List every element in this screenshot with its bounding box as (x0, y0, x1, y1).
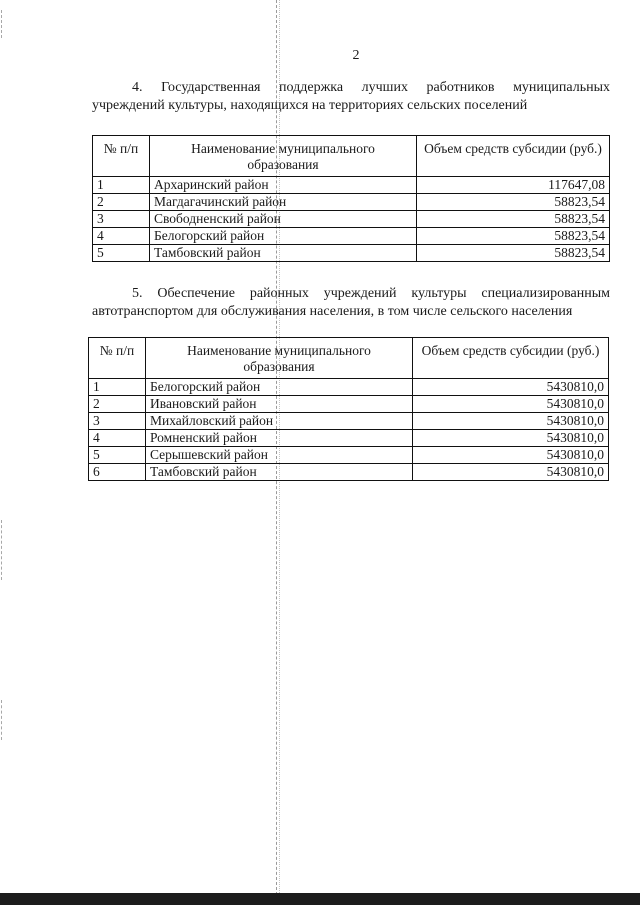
subsidy-amount: 5430810,0 (413, 447, 609, 464)
row-number: 4 (89, 430, 146, 447)
municipality-name: Михайловский район (146, 413, 413, 430)
subsidy-amount: 5430810,0 (413, 379, 609, 396)
table-row (93, 245, 610, 262)
municipality-name: Тамбовский район (146, 464, 413, 481)
table-row (89, 379, 609, 396)
subsidy-amount: 5430810,0 (413, 413, 609, 430)
scan-margin-mark (1, 520, 2, 580)
subsidy-amount: 58823,54 (417, 211, 610, 228)
subsidy-amount: 58823,54 (417, 194, 610, 211)
municipality-name: Белогорский район (146, 379, 413, 396)
section-5-table (88, 337, 609, 481)
row-number: 5 (89, 447, 146, 464)
subsidy-amount: 58823,54 (417, 245, 610, 262)
municipality-name: Серышевский район (146, 447, 413, 464)
subsidy-amount: 5430810,0 (413, 464, 609, 481)
column-header-number: № п/п (89, 338, 146, 379)
row-number: 1 (93, 177, 150, 194)
subsidy-amount: 117647,08 (417, 177, 610, 194)
row-number: 2 (93, 194, 150, 211)
table-row (93, 211, 610, 228)
municipality-name: Ромненский район (146, 430, 413, 447)
municipality-name: Магдагачинский район (150, 194, 417, 211)
table-row (89, 447, 609, 464)
table-header-row (93, 136, 610, 177)
section-4-table (92, 135, 610, 262)
page-number: 2 (352, 48, 360, 63)
scan-bottom-edge (0, 893, 640, 905)
table-header-row (89, 338, 609, 379)
subsidy-amount: 58823,54 (417, 228, 610, 245)
row-number: 6 (89, 464, 146, 481)
table-row (89, 464, 609, 481)
column-header-municipality: Наименование муниципального образования (146, 338, 413, 379)
row-number: 5 (93, 245, 150, 262)
row-number: 1 (89, 379, 146, 396)
municipality-name: Свободненский район (150, 211, 417, 228)
subsidy-amount: 5430810,0 (413, 396, 609, 413)
section-4-heading: 4. Государственная поддержка лучших работников муниципальных учреждений культуры, находящихся на территориях сельских поселений (92, 80, 610, 113)
table-row (93, 177, 610, 194)
scan-margin-mark (1, 700, 2, 740)
column-header-subsidy-amount: Объем средств субсидии (руб.) (413, 338, 609, 379)
table-row (93, 194, 610, 211)
table-row (89, 413, 609, 430)
column-header-number: № п/п (93, 136, 150, 177)
municipality-name: Архаринский район (150, 177, 417, 194)
table-row (89, 396, 609, 413)
subsidy-amount: 5430810,0 (413, 430, 609, 447)
municipality-name: Тамбовский район (150, 245, 417, 262)
scan-margin-mark (1, 10, 2, 38)
row-number: 2 (89, 396, 146, 413)
table-row (89, 430, 609, 447)
row-number: 4 (93, 228, 150, 245)
column-header-municipality: Наименование муниципального образования (150, 136, 417, 177)
row-number: 3 (89, 413, 146, 430)
section-5-heading: 5. Обеспечение районных учреждений культуры специализированным автотранспортом для обслуживания населения, в том числе сельского населения (92, 286, 610, 319)
municipality-name: Белогорский район (150, 228, 417, 245)
municipality-name: Ивановский район (146, 396, 413, 413)
row-number: 3 (93, 211, 150, 228)
table-row (93, 228, 610, 245)
column-header-subsidy-amount: Объем средств субсидии (руб.) (417, 136, 610, 177)
